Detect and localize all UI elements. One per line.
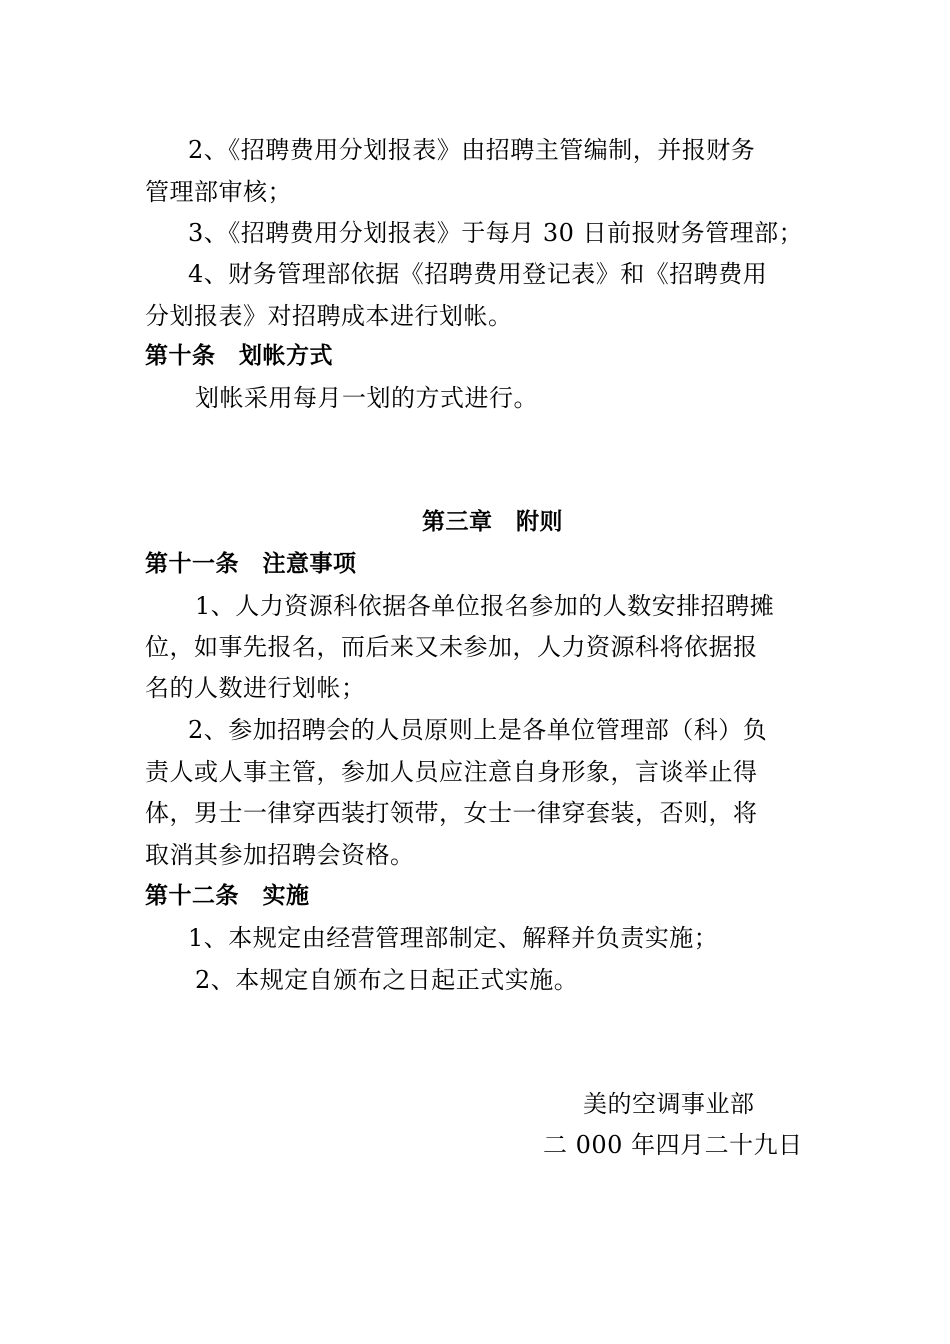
item-2-line-2: 管理部审核； <box>145 178 292 206</box>
article-12-item-1: 1、本规定由经营管理部制定、解释并负责实施； <box>188 924 719 952</box>
article-11-item-1-line-1: 1、人力资源科依据各单位报名参加的人数安排招聘摊 <box>195 592 775 620</box>
item-4-line-1: 4、财务管理部依据《招聘费用登记表》和《招聘费用 <box>188 260 768 288</box>
article-11-item-1-line-2: 位，如事先报名，而后来又未参加，人力资源科将依据报 <box>145 633 758 661</box>
signature-date: 二 000 年四月二十九日 <box>543 1131 803 1159</box>
article-11-title: 第十一条 注意事项 <box>145 551 357 577</box>
article-11-item-2-line-4: 取消其参加招聘会资格。 <box>145 841 415 869</box>
article-10-body: 划帐采用每月一划的方式进行。 <box>195 384 538 412</box>
article-10-title: 第十条 划帐方式 <box>145 343 333 369</box>
article-11-item-2-line-1: 2、参加招聘会的人员原则上是各单位管理部（科）负 <box>188 716 768 744</box>
chapter-3-title: 第三章 附则 <box>422 509 563 535</box>
item-2-line-1: 2、《招聘费用分划报表》由招聘主管编制，并报财务 <box>188 136 756 164</box>
item-3: 3、《招聘费用分划报表》于每月 30 日前报财务管理部； <box>188 219 804 247</box>
signature-org: 美的空调事业部 <box>583 1090 755 1118</box>
article-11-item-1-line-3: 名的人数进行划帐； <box>145 674 366 702</box>
item-4-line-2: 分划报表》对招聘成本进行划帐。 <box>145 302 513 330</box>
article-12-title: 第十二条 实施 <box>145 883 310 909</box>
article-12-item-2: 2、本规定自颁布之日起正式实施。 <box>195 966 579 994</box>
article-11-item-2-line-2: 责人或人事主管，参加人员应注意自身形象，言谈举止得 <box>145 758 758 786</box>
article-11-item-2-line-3: 体，男士一律穿西装打领带，女士一律穿套装，否则，将 <box>145 799 758 827</box>
